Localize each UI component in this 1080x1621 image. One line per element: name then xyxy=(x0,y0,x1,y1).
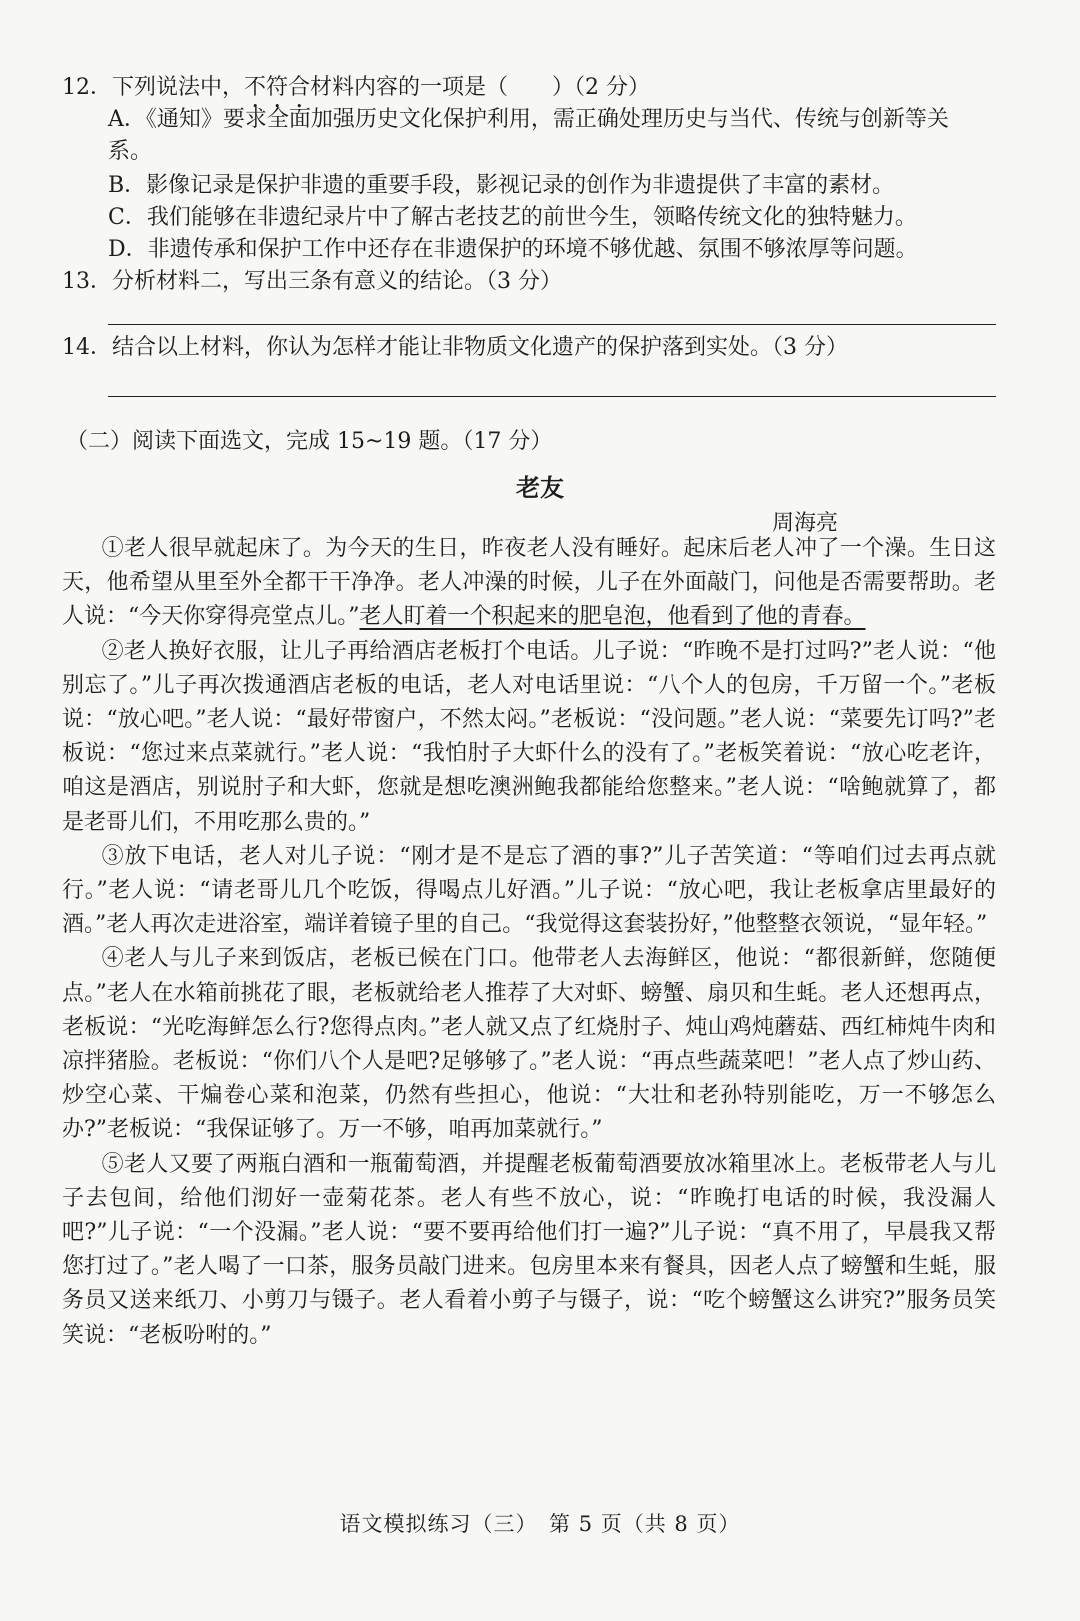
question-12-text-post: 材料内容的一项是（ ）（2 分） xyxy=(310,75,651,100)
question-14: 14．结合以上材料，你认为怎样才能让非物质文化遗产的保护落到实处。（3 分） xyxy=(62,335,848,360)
answer-line-14[interactable] xyxy=(108,396,996,397)
paragraph-1-underlined: 老人盯着一个积起来的肥皂泡，他看到了他的青春。 xyxy=(359,604,866,630)
section-heading: （二）阅读下面选文，完成 15~19 题。（17 分） xyxy=(66,429,553,454)
option-c: C．我们能够在非遗纪录片中了解古老技艺的前世今生，领略传统文化的独特魅力。 xyxy=(108,205,917,230)
answer-line-13[interactable] xyxy=(108,324,996,325)
paragraph-4: ④老人与儿子来到饭店，老板已候在门口。他带老人去海鲜区，他说：“都很新鲜，您随便点。”老人在水箱前挑花了眼，老板就给老人推荐了大对虾、螃蟹、扇贝和生蚝。老人还想再点，老板说：“光吃海鲜怎么行?您得点肉。”老人就又点了红烧肘子、炖山鸡炖蘑菇、西红柿炖牛肉和凉拌猪脸。老板说：“你们八个人是吧?足够够了。”老人说：“再点些蔬菜吧！”老人点了炒山药、炒空心菜、干煸卷心菜和泡菜，仍然有些担心，他说：“大壮和老孙特别能吃，万一不够怎么办?”老板说：“我保证够了。万一不够，咱再加菜就行。” xyxy=(62,946,996,1143)
question-12-text-pre: 12．下列说法中， xyxy=(62,75,244,100)
article-author: 周海亮 xyxy=(772,511,839,536)
paragraph-1-text: ①老人很早就起床了。为今天的生日，昨夜老人没有睡好。起床后老人冲了一个澡。生日这天，他希望从里至外全都干干净净。老人冲澡的时候，儿子在外面敲门，问他是否需要帮助。老人说：“今天你穿得亮堂点儿。” xyxy=(62,536,996,630)
paragraph-1 xyxy=(62,532,996,635)
page-footer: 语文模拟练习（三） 第 5 页（共 8 页） xyxy=(339,1512,741,1536)
question-13: 13．分析材料二，写出三条有意义的结论。（3 分） xyxy=(62,269,562,294)
question-12-emphasis: 不符合 xyxy=(244,75,311,100)
option-a: A．《通知》要求全面加强历史文化保护利用，需正确处理历史与当代、传统与创新等关系。 xyxy=(108,107,949,164)
option-b: B．影像记录是保护非遗的重要手段，影视记录的创作为非遗提供了丰富的素材。 xyxy=(108,173,895,198)
paragraph-2: ②老人换好衣服，让儿子再给酒店老板打个电话。儿子说：“昨晚不是打过吗?”老人说：“他别忘了。”儿子再次拨通酒店老板的电话，老人对电话里说：“八个人的包房，千万留一个。”老板说：“放心吧。”老人说：“最好带窗户，不然太闷。”老板说：“没问题。”老人说：“菜要先订吗?”老板说：“您过来点菜就行。”老人说：“我怕肘子大虾什么的没有了。”老板笑着说：“放心吃老许，咱这是酒店，别说肘子和大虾，您就是想吃澳洲鲍我都能给您整来。”老人说：“啥鲍就算了，都是老哥儿们，不用吃那么贵的。” xyxy=(62,638,996,835)
option-d: D．非遗传承和保护工作中还存在非遗保护的环境不够优越、氛围不够浓厚等问题。 xyxy=(108,237,918,262)
article-title: 老友 xyxy=(516,473,564,502)
article-body xyxy=(62,532,996,1353)
paragraph-3: ③放下电话，老人对儿子说：“刚才是不是忘了酒的事?”儿子苦笑道：“等咱们过去再点就行。”老人说：“请老哥儿几个吃饭，得喝点儿好酒。”儿子说：“放心吧，我让老板拿店里最好的酒。”老人再次走进浴室，端详着镜子里的自己。“我觉得这套装扮好，”他整整衣领说，“显年轻。” xyxy=(62,843,996,938)
paragraph-5: ⑤老人又要了两瓶白酒和一瓶葡萄酒，并提醒老板葡萄酒要放冰箱里冰上。老板带老人与儿子去包间，给他们沏好一壶菊花茶。老人有些不放心，说：“昨晚打电话的时候，我没漏人吧?”儿子说：“一个没漏。”老人说：“要不要再给他们打一遍?”儿子说：“真不用了，早晨我又帮您打过了。”老人喝了一口茶，服务员敲门进来。包房里本来有餐具，因老人点了螃蟹和生蚝，服务员又送来纸刀、小剪刀与镊子。老人看着小剪子与镊子，说：“吃个螃蟹这么讲究?”服务员笑笑说：“老板吩咐的。” xyxy=(62,1151,997,1348)
